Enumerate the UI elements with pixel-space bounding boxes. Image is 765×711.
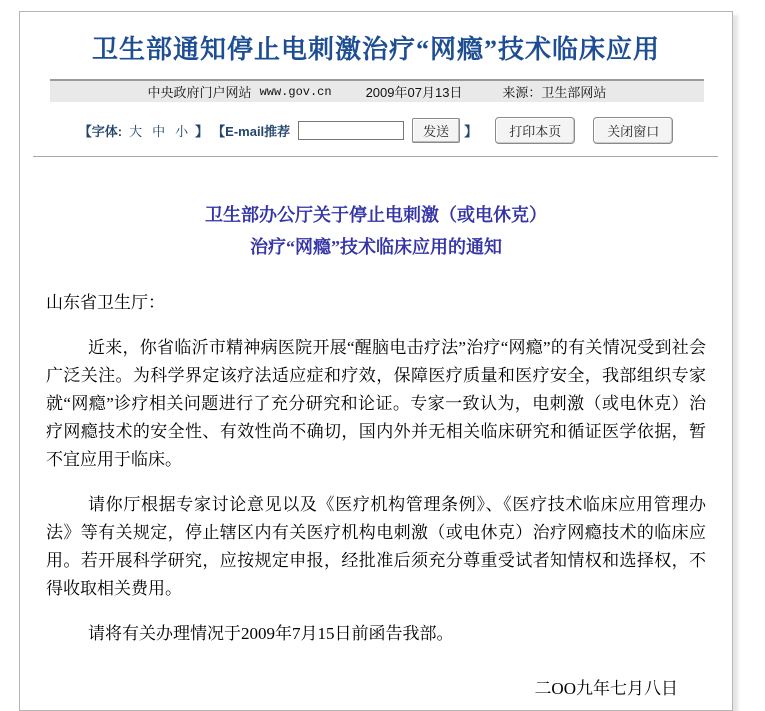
paragraph-3: 请将有关办理情况于2009年7月15日前函告我部。 — [88, 624, 454, 643]
site-name: 中央政府门户网站 — [147, 85, 252, 100]
email-input[interactable] — [298, 121, 404, 140]
site-url: www.gov.cn — [259, 84, 332, 99]
email-recommend-label-close: 】 — [464, 124, 478, 139]
paragraph-2: 请你厅根据专家讨论意见以及《医疗机构管理条例》、《医疗技术临床应用管理办法》等有关规定，停止辖区内有关医疗机构电刺激（或电休克）治疗网瘾技术的临床应用。若开展科学研究，应按规定申报，经批准后须充分尊重受试者知情权和选择权，不得收取相关费用。 — [46, 495, 706, 598]
close-window-button[interactable]: 关闭窗口 — [593, 117, 673, 144]
send-button[interactable]: 发送 — [412, 118, 460, 143]
print-page-button[interactable]: 打印本页 — [495, 117, 575, 144]
meta-bar — [50, 79, 704, 102]
page-title: 卫生部通知停止电刺激治疗“网瘾”技术临床应用 — [91, 35, 660, 64]
document-title — [46, 199, 706, 263]
email-recommend-label: 【E-mail推荐 — [212, 124, 291, 139]
font-size-small-link[interactable]: 小 — [175, 124, 189, 139]
document-body — [20, 199, 732, 699]
paragraph-1: 近来，你省临沂市精神病医院开展“醒脑电击疗法”治疗“网瘾”的有关情况受到社会广泛关注。为科学界定该疗法适应症和疗效，保障医疗质量和医疗安全，我部组织专家就“网瘾”诊疗相关问题进行了充分研究和论证。专家一致认为，电刺激（或电休克）治疗网瘾技术的安全性、有效性尚不确切，国内外并无相关临床研究和循证医学依据，暂不宜应用于临床。 — [46, 338, 706, 469]
source-label: 来源：卫生部网站 — [502, 85, 607, 100]
publish-date: 2009年07月13日 — [365, 85, 463, 100]
document-title-line1: 卫生部办公厅关于停止电刺激（或电休克） — [205, 205, 547, 225]
page-container — [19, 11, 733, 711]
document-date: 二OO九年七月八日 — [534, 679, 678, 698]
toolbar-divider — [33, 156, 718, 157]
font-size-large-link[interactable]: 大 — [129, 124, 143, 139]
font-size-label: 【字体: — [78, 124, 123, 139]
salutation: 山东省卫生厅： — [46, 293, 165, 312]
toolbar — [20, 117, 732, 144]
font-size-label-close: 】 — [195, 124, 209, 139]
document-title-line2: 治疗“网瘾”技术临床应用的通知 — [250, 237, 502, 257]
font-size-medium-link[interactable]: 中 — [152, 124, 166, 139]
